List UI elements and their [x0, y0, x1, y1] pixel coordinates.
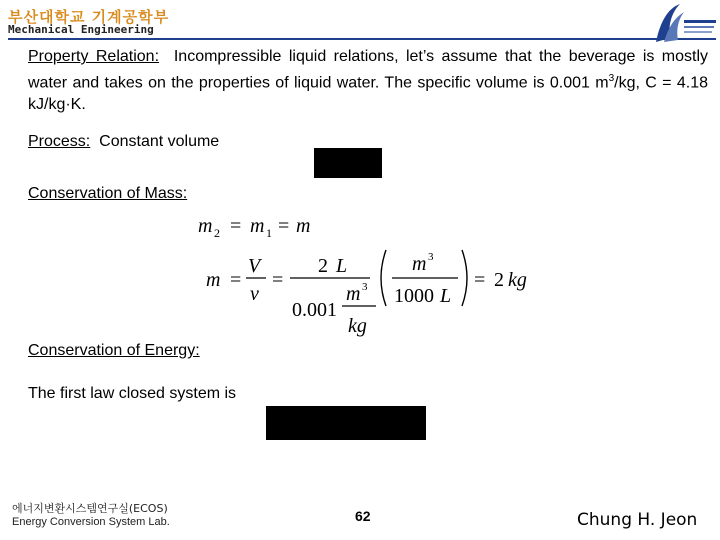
mass-equations [190, 208, 550, 343]
svg-text:m: m [198, 215, 213, 237]
redacted-box-process [314, 148, 382, 178]
svg-text:=: = [230, 269, 242, 291]
lab-english-name: Energy Conversion System Lab. [12, 516, 170, 528]
svg-text:m: m [250, 215, 265, 237]
process-line [28, 133, 219, 151]
conservation-of-energy-label: Conservation of Energy: [28, 342, 200, 359]
first-law-text: The first law closed system is [28, 385, 237, 402]
svg-text:1: 1 [266, 226, 272, 240]
svg-text:kg: kg [348, 315, 367, 337]
process-text: Constant volume [99, 133, 220, 150]
svg-text:1000: 1000 [394, 285, 434, 307]
svg-text:V: V [248, 255, 261, 277]
svg-text:L: L [440, 285, 452, 307]
svg-text:m: m [346, 283, 361, 305]
svg-text:=: = [474, 269, 486, 291]
svg-text:m: m [412, 253, 427, 275]
property-relation-label: Property Relation: [28, 48, 160, 65]
property-relation-sup: 3 [608, 73, 615, 84]
department-english-title: Mechanical Engineering [8, 23, 154, 36]
svg-text:m: m [296, 215, 311, 237]
property-relation-text: Incompressible liquid relations, let’s assume that the beverage is mostly water and takes on the properties of liquid water. The specific volume is 0.001 m [28, 48, 708, 92]
svg-text:v: v [250, 283, 259, 305]
property-relation-text-2: /kg, C = 4.18 kJ/kg·K. [28, 74, 708, 114]
svg-text:3: 3 [428, 251, 434, 263]
university-korean-title: 부산대학교 기계공학부 [8, 8, 170, 26]
redacted-box-first-law [266, 406, 426, 440]
svg-text:=: = [278, 215, 290, 237]
process-label: Process: [28, 133, 91, 150]
svg-text:=: = [272, 269, 284, 291]
svg-text:2: 2 [214, 226, 220, 240]
page-number: 62 [355, 508, 371, 524]
svg-text:m: m [206, 269, 221, 291]
author-name: Chung H. Jeon [577, 510, 698, 530]
svg-text:2: 2 [494, 269, 504, 291]
lab-korean-name: 에너지변환시스템연구실(ECOS) [12, 502, 168, 515]
svg-text:=: = [230, 215, 242, 237]
svg-text:3: 3 [362, 281, 368, 293]
header-divider [8, 38, 716, 40]
property-relation-paragraph [28, 46, 708, 116]
svg-text:kg: kg [508, 269, 527, 291]
conservation-of-mass-label: Conservation of Mass: [28, 185, 188, 202]
svg-text:L: L [336, 255, 348, 277]
svg-text:2: 2 [318, 255, 328, 277]
svg-text:0.001: 0.001 [292, 299, 337, 321]
university-logo-icon [650, 2, 718, 44]
